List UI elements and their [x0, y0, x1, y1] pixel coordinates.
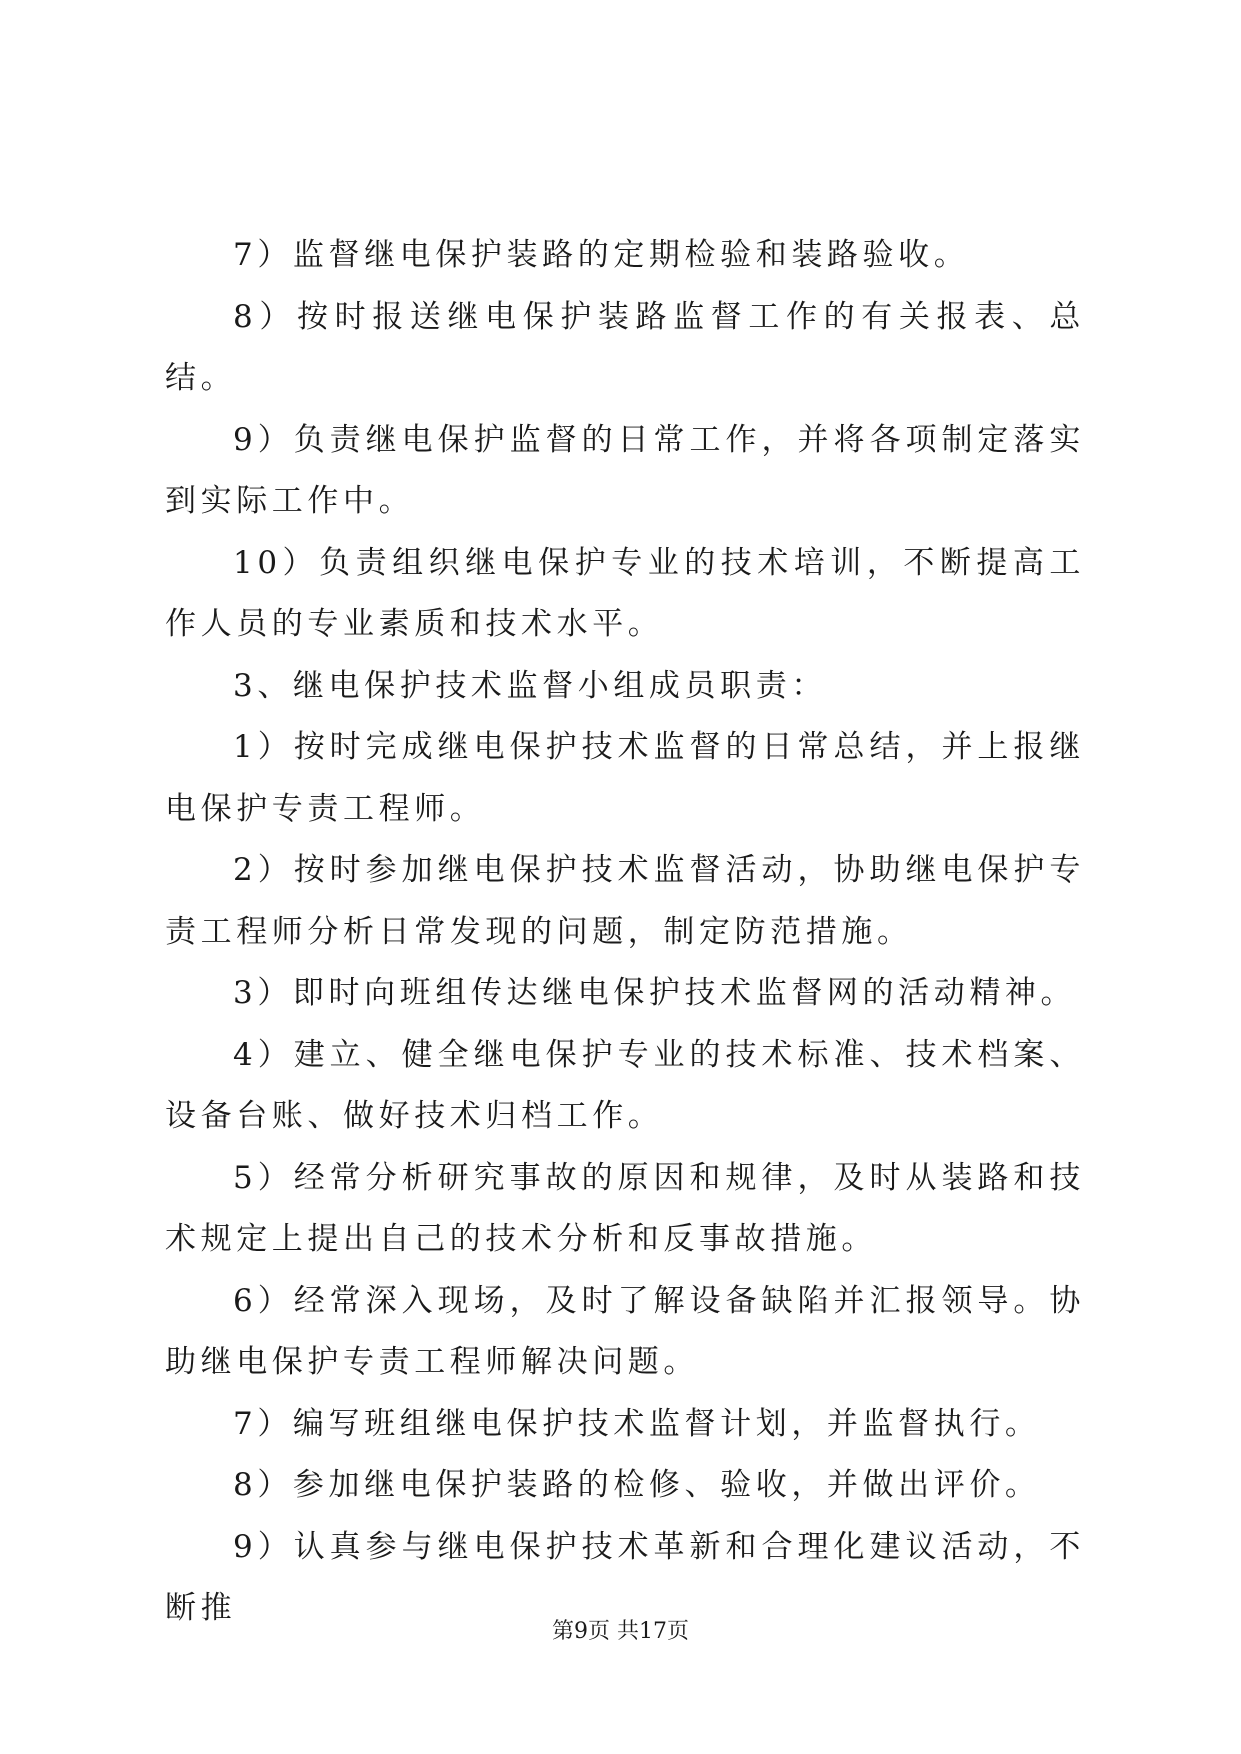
- paragraph: 3）即时向班组传达继电保护技术监督网的活动精神。: [233, 975, 1077, 1011]
- paragraph: 9）负责继电保护监督的日常工作，并将各项制定落实到实际工作中。: [165, 421, 1085, 519]
- paragraph: 2）按时参加继电保护技术监督活动，协助继电保护专责工程师分析日常发现的问题，制定防范措施。: [165, 852, 1085, 950]
- paragraph: 7）监督继电保护装路的定期检验和装路验收。: [233, 237, 970, 273]
- page-number-footer: 第9页 共17页: [552, 1619, 689, 1644]
- paragraph: 4）建立、健全继电保护专业的技术标准、技术档案、设备台账、做好技术归档工作。: [165, 1036, 1085, 1134]
- document-body: [165, 225, 1085, 1640]
- paragraph: 6）经常深入现场，及时了解设备缺陷并汇报领导。协助继电保护专责工程师解决问题。: [165, 1282, 1085, 1380]
- paragraph: 7）编写班组继电保护技术监督计划，并监督执行。: [233, 1405, 1041, 1442]
- paragraph: 10）负责组织继电保护专业的技术培训，不断提高工作人员的专业素质和技术水平。: [165, 544, 1085, 642]
- section-heading: 3、继电保护技术监督小组成员职责：: [233, 667, 827, 704]
- paragraph: 1）按时完成继电保护技术监督的日常总结，并上报继电保护专责工程师。: [165, 729, 1085, 827]
- paragraph: 9）认真参与继电保护技术革新和合理化建议活动，不断推: [165, 1528, 1085, 1626]
- paragraph: 8）参加继电保护装路的检修、验收，并做出评价。: [233, 1467, 1041, 1503]
- paragraph: 8）按时报送继电保护装路监督工作的有关报表、总结。: [165, 298, 1085, 396]
- paragraph: 5）经常分析研究事故的原因和规律，及时从装路和技术规定上提出自己的技术分析和反事故措施。: [165, 1159, 1085, 1257]
